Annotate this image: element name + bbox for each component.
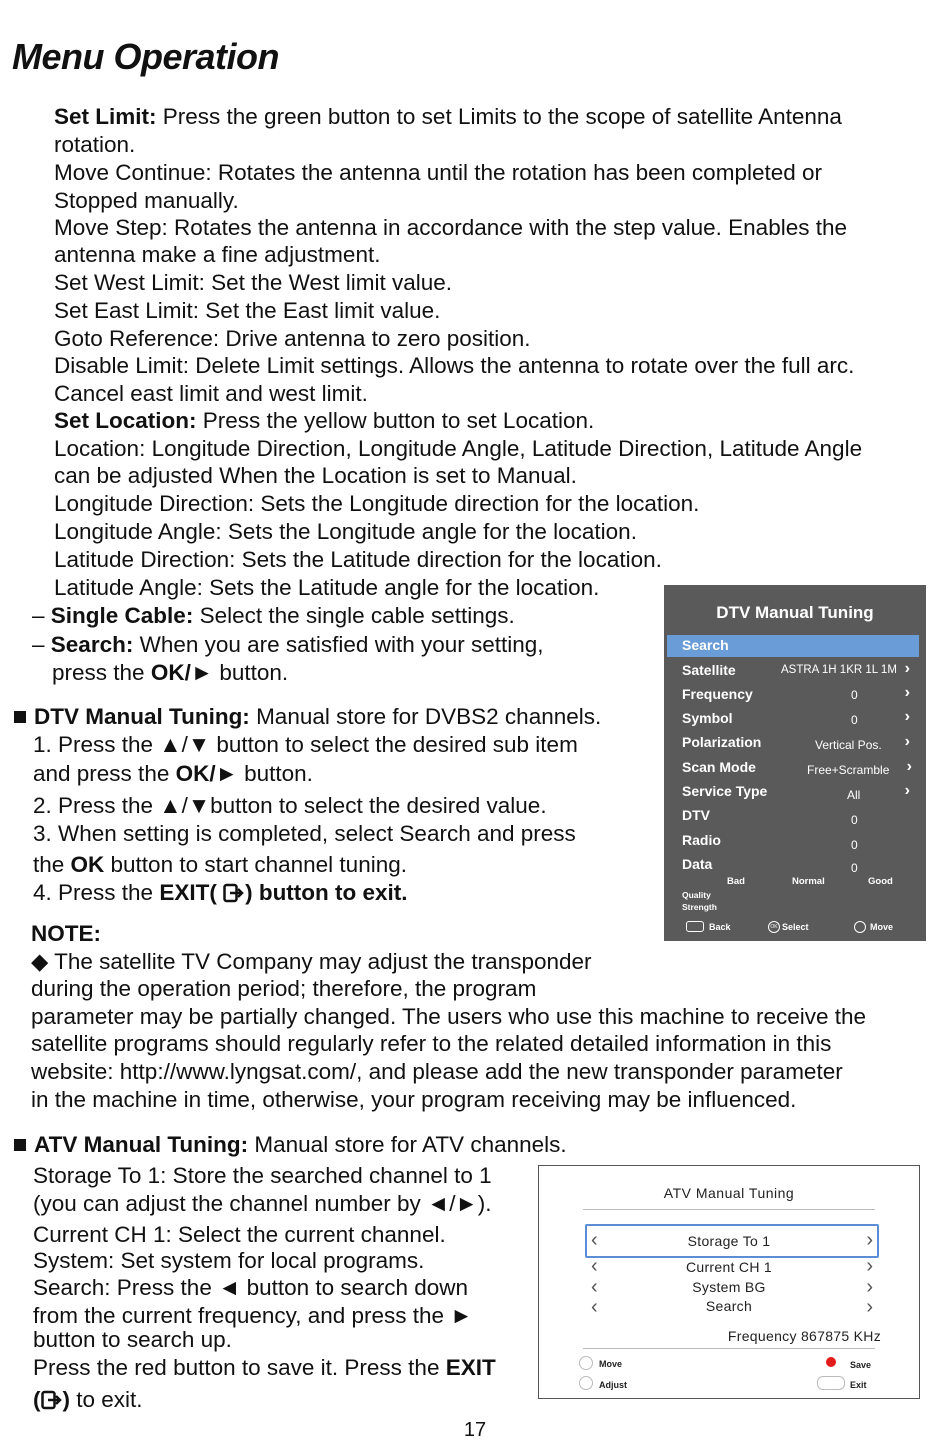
dtv-step-3-cont xyxy=(33,851,407,879)
single-cable-line xyxy=(32,602,515,630)
atv-line-7: button to search up. xyxy=(33,1327,232,1352)
dtv-s1-d: button. xyxy=(237,761,313,786)
move-continue-line: Move Continue: Rotates the antenna until the rotation has been completed or xyxy=(54,160,822,185)
chevron-left-icon[interactable]: ‹ xyxy=(591,1276,598,1298)
dtv-section-heading: DTV Manual Tuning: xyxy=(34,704,250,729)
atv-panel-title: ATV Manual Tuning xyxy=(663,1185,795,1201)
atv-section-text: Manual store for ATV channels. xyxy=(248,1132,567,1157)
single-cable-text: Select the single cable settings. xyxy=(193,603,515,628)
set-limit-heading: Set Limit: xyxy=(54,104,157,129)
chevron-right-icon[interactable]: › xyxy=(866,1255,873,1277)
chevron-right-icon: › xyxy=(904,733,910,750)
dtv-row-data-value: 0 xyxy=(851,861,858,875)
dtv-s1-b: and press the xyxy=(33,761,176,786)
page-title: Menu Operation xyxy=(12,36,280,77)
dtv-row-satellite-label[interactable]: Satellite xyxy=(682,662,736,678)
quality-normal-label: Normal xyxy=(792,876,825,887)
note-line-4: satellite programs should regularly refer to the related detailed information in this xyxy=(31,1031,832,1056)
dtv-row-scan-mode-value: Free+Scramble xyxy=(807,763,890,777)
atv-l9-c: to exit. xyxy=(70,1387,143,1412)
dtv-row-search[interactable]: Search xyxy=(682,637,729,653)
search-l2-ok: OK/► xyxy=(150,660,214,685)
dtv-s3-d: button to start channel tuning. xyxy=(104,852,407,877)
atv-l9-a: ( xyxy=(33,1387,41,1412)
chevron-right-icon: › xyxy=(904,684,910,701)
disable-limit-line: Disable Limit: Delete Limit settings. Allows the antenna to rotate over the full arc. xyxy=(54,353,855,378)
dtv-s4-c: ) button to exit. xyxy=(245,880,408,905)
set-east-limit-line: Set East Limit: Set the East limit value. xyxy=(54,298,441,323)
longitude-direction-line: Longitude Direction: Sets the Longitude direction for the location. xyxy=(54,491,700,516)
dtv-row-service-type-value: All xyxy=(847,788,861,802)
note-line-3: parameter may be partially changed. The users who use this machine to receive the xyxy=(31,1004,867,1029)
dtv-s3-ok: OK xyxy=(70,852,105,877)
dtv-row-polarization-label[interactable]: Polarization xyxy=(682,734,762,750)
dtv-s4-exit: EXIT( xyxy=(159,880,224,905)
atv-row-search[interactable]: Search xyxy=(705,1298,753,1314)
chevron-right-icon: › xyxy=(904,660,910,677)
dtv-row-scan-mode-label[interactable]: Scan Mode xyxy=(682,759,756,775)
dtv-section-text: Manual store for DVBS2 channels. xyxy=(249,704,602,729)
chevron-right-icon[interactable]: › xyxy=(866,1276,873,1298)
dtv-row-service-type-label[interactable]: Service Type xyxy=(682,783,768,799)
search-dash: – xyxy=(32,632,45,657)
atv-section-heading: ATV Manual Tuning: xyxy=(34,1132,249,1157)
set-west-limit-line: Set West Limit: Set the West limit value. xyxy=(54,270,453,295)
dtv-row-radio-label: Radio xyxy=(682,832,721,848)
footer-select: Select xyxy=(782,922,809,932)
set-limit-line-2: rotation. xyxy=(54,132,136,157)
atv-footer-move: Move xyxy=(599,1359,623,1369)
note-line-2: during the operation period; therefore, the program xyxy=(31,976,537,1001)
atv-line-6: from the current frequency, and press the ► xyxy=(33,1303,473,1328)
quality-label: Quality xyxy=(682,890,711,900)
dtv-row-data-label: Data xyxy=(682,856,713,872)
longitude-angle-line: Longitude Angle: Sets the Longitude angle for the location. xyxy=(54,519,637,544)
exit-icon xyxy=(41,1390,63,1410)
single-cable-dash: – xyxy=(32,603,45,628)
note-heading: NOTE: xyxy=(31,921,101,946)
bullet-square-icon xyxy=(14,1139,26,1151)
chevron-left-icon[interactable]: ‹ xyxy=(591,1229,598,1251)
atv-section-heading-line xyxy=(14,1131,567,1159)
cancel-limit-line: Cancel east limit and west limit. xyxy=(54,381,368,406)
footer-back: Back xyxy=(709,922,731,932)
set-location-text: Press the yellow button to set Location. xyxy=(196,408,595,433)
move-step-line-2: antenna make a fine adjustment. xyxy=(54,242,381,267)
dtv-s3-b: the xyxy=(33,852,71,877)
single-cable-heading: Single Cable: xyxy=(50,603,194,628)
atv-row-system[interactable]: System BG xyxy=(692,1279,766,1295)
atv-line-9 xyxy=(33,1386,143,1414)
move-step-line: Move Step: Rotates the antenna in accordance with the step value. Enables the xyxy=(54,215,848,240)
atv-l8-exit: EXIT xyxy=(445,1355,496,1380)
bullet-square-icon xyxy=(14,711,26,723)
atv-line-2: (you can adjust the channel number by ◄/►). xyxy=(33,1191,492,1216)
atv-frequency: Frequency 867875 KHz xyxy=(727,1328,881,1344)
dtv-row-satellite-value: ASTRA 1H 1KR 1L 1M xyxy=(781,664,897,676)
atv-row-storage[interactable]: Storage To 1 xyxy=(687,1233,771,1249)
location-line: Location: Longitude Direction, Longitude Angle, Latitude Direction, Latitude Angle xyxy=(54,436,863,461)
dtv-panel-title: DTV Manual Tuning xyxy=(716,603,874,622)
atv-divider xyxy=(583,1209,875,1210)
atv-l8-a: Press the red button to save it. Press the xyxy=(33,1355,446,1380)
dtv-row-dtv-label: DTV xyxy=(682,807,710,823)
atv-line-5: Search: Press the ◄ button to search down xyxy=(33,1275,469,1300)
set-location-line-1 xyxy=(54,407,594,435)
location-line-2: can be adjusted When the Location is set to Manual. xyxy=(54,463,577,488)
search-text: When you are satisfied with your setting, xyxy=(133,632,544,657)
goto-reference-line: Goto Reference: Drive antenna to zero position. xyxy=(54,326,531,351)
footer-move: Move xyxy=(870,922,894,932)
atv-l9-b: ) xyxy=(62,1387,70,1412)
chevron-right-icon: › xyxy=(904,782,910,799)
search-line xyxy=(32,631,544,659)
chevron-right-icon: › xyxy=(904,708,910,725)
search-l2-c: button. xyxy=(213,660,289,685)
quality-bad-label: Bad xyxy=(727,876,745,887)
set-limit-line-1 xyxy=(54,103,842,131)
search-heading: Search: xyxy=(50,632,134,657)
set-limit-text: Press the green button to set Limits to the scope of satellite Antenna xyxy=(156,104,842,129)
dtv-row-frequency-value: 0 xyxy=(851,688,858,702)
dtv-s1-ok: OK/► xyxy=(175,761,238,786)
move-icon xyxy=(579,1356,593,1370)
atv-manual-tuning-panel xyxy=(538,1165,920,1399)
latitude-direction-line: Latitude Direction: Sets the Latitude direction for the location. xyxy=(54,547,662,572)
atv-divider xyxy=(583,1348,875,1349)
atv-line-1: Storage To 1: Store the searched channel to 1 xyxy=(33,1163,492,1188)
dtv-row-radio-value: 0 xyxy=(851,838,858,852)
atv-footer-save: Save xyxy=(850,1360,872,1370)
dtv-row-symbol-value: 0 xyxy=(851,713,858,727)
strength-label: Strength xyxy=(682,902,717,912)
red-button-icon xyxy=(826,1357,836,1367)
page-number: 17 xyxy=(463,1419,487,1441)
dtv-step-2: 2. Press the ▲/▼button to select the desired value. xyxy=(33,793,547,818)
dtv-manual-tuning-panel xyxy=(664,585,926,941)
exit-icon xyxy=(817,1376,845,1390)
note-line-6: in the machine in time, otherwise, your program receiving may be influenced. xyxy=(31,1087,797,1112)
atv-line-3: Current CH 1: Select the current channel. xyxy=(33,1222,446,1247)
dtv-row-symbol-label[interactable]: Symbol xyxy=(682,710,733,726)
chevron-right-icon[interactable]: › xyxy=(866,1229,873,1251)
quality-good-label: Good xyxy=(868,876,893,887)
dtv-row-dtv-value: 0 xyxy=(851,813,858,827)
latitude-angle-line: Latitude Angle: Sets the Latitude angle for the location. xyxy=(54,575,600,600)
chevron-right-icon[interactable]: › xyxy=(866,1296,873,1318)
dtv-step-4 xyxy=(33,879,408,907)
ok-select-icon: OK xyxy=(768,921,780,933)
search-line-2 xyxy=(52,659,288,687)
dtv-step-1: 1. Press the ▲/▼ button to select the desired sub item xyxy=(33,732,578,757)
chevron-left-icon[interactable]: ‹ xyxy=(591,1255,598,1277)
dtv-step-3: 3. When setting is completed, select Search and press xyxy=(33,821,576,846)
back-icon xyxy=(686,921,704,932)
dtv-s4-a: 4. Press the xyxy=(33,880,160,905)
search-l2-a: press the xyxy=(52,660,151,685)
note-line-5: website: http://www.lyngsat.com/, and please add the new transponder parameter xyxy=(31,1059,843,1084)
chevron-right-icon: › xyxy=(906,758,912,775)
atv-footer-adjust: Adjust xyxy=(599,1380,627,1390)
note-line-1: ◆ The satellite TV Company may adjust the transponder xyxy=(31,949,592,974)
dtv-row-polarization-value: Vertical Pos. xyxy=(815,738,882,752)
set-location-heading: Set Location: xyxy=(54,408,197,433)
dtv-section-heading-line xyxy=(14,703,601,731)
exit-icon xyxy=(223,883,245,903)
move-icon xyxy=(854,921,866,933)
atv-line-4: System: Set system for local programs. xyxy=(33,1248,425,1273)
move-continue-line-2: Stopped manually. xyxy=(54,188,239,213)
dtv-step-1-cont xyxy=(33,760,313,788)
atv-row-current-ch[interactable]: Current CH 1 xyxy=(685,1259,773,1275)
dtv-row-frequency-label[interactable]: Frequency xyxy=(682,686,753,702)
chevron-left-icon[interactable]: ‹ xyxy=(591,1296,598,1318)
atv-line-8 xyxy=(33,1354,496,1382)
atv-footer-exit: Exit xyxy=(850,1380,867,1390)
adjust-icon xyxy=(579,1376,593,1390)
